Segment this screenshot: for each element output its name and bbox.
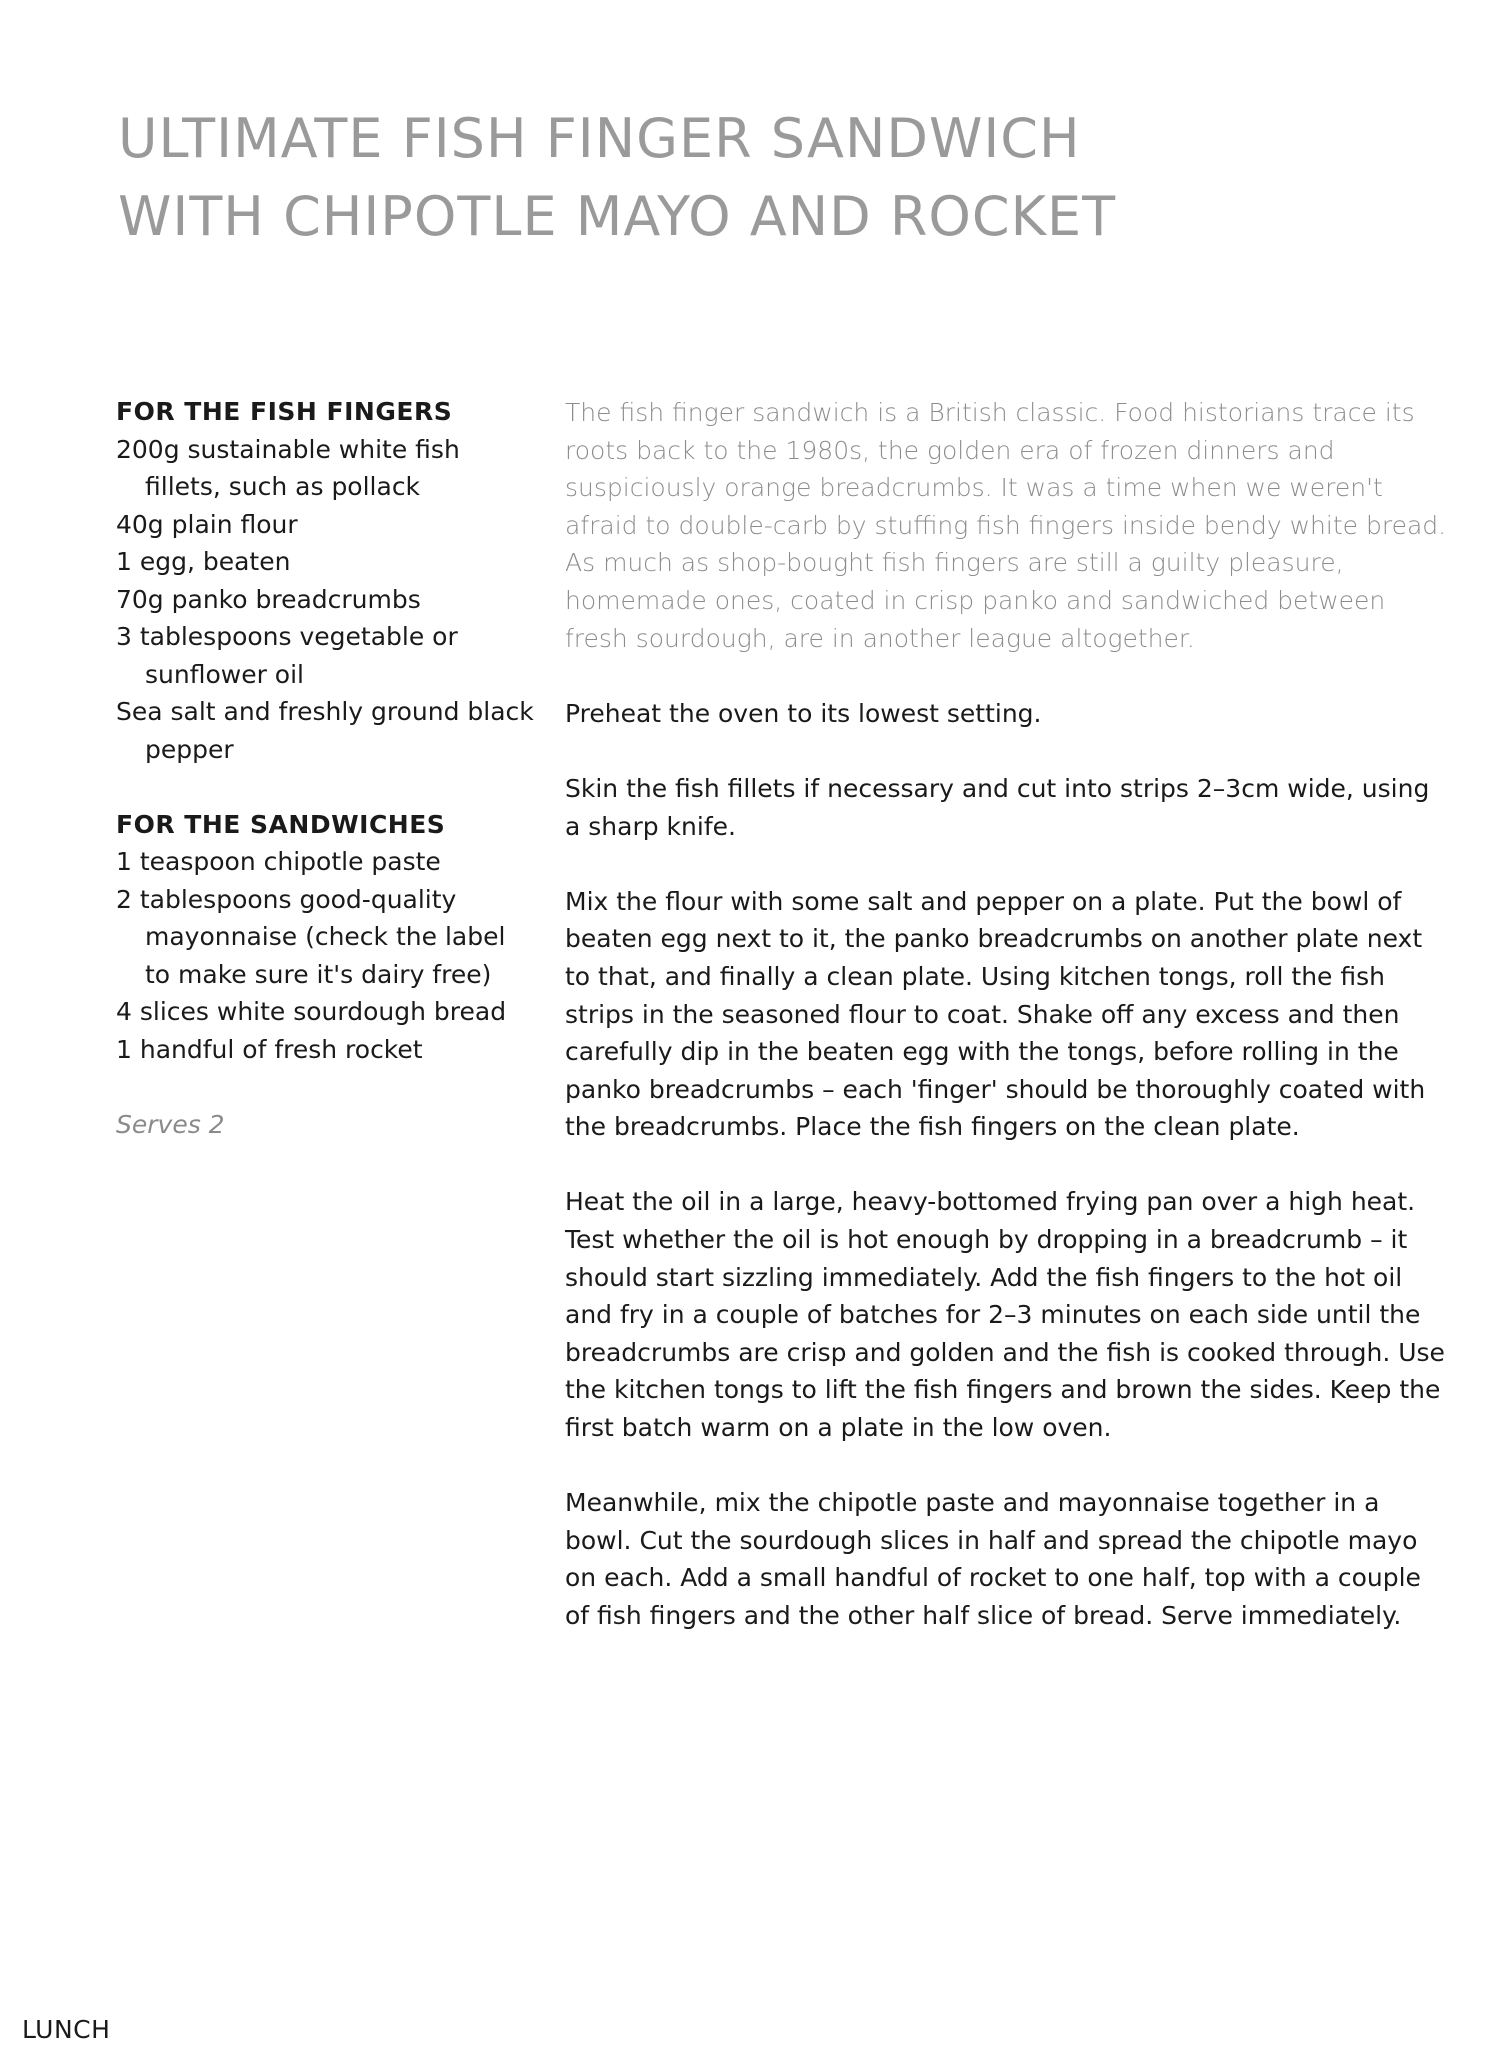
ingredient-item: 200g sustainable white fish fillets, such as pollack <box>116 434 460 501</box>
ingredient-item: 70g panko breadcrumbs <box>116 584 421 614</box>
recipe-title <box>118 100 1378 256</box>
ingredient-item: 1 egg, beaten <box>116 547 291 576</box>
fish-fingers-heading: FOR THE FISH FINGERS <box>116 397 453 426</box>
page-footer-section-label: LUNCH <box>22 2015 111 2044</box>
ingredient-item: 2 tablespoons good-quality mayonnaise (check the label to make sure it's dairy free) <box>116 884 506 989</box>
sandwiches-heading: FOR THE SANDWICHES <box>116 809 446 839</box>
method-step: Preheat the oven to its lowest setting. <box>565 698 1042 728</box>
method-step: Skin the fish fillets if necessary and cut into strips 2–3cm wide, using a sharp knife. <box>565 773 1430 841</box>
method-step: Mix the flour with some salt and pepper on a plate. Put the bowl of beaten egg next to it, the panko breadcrumbs on another plate next to that, and finally a clean plate. Using kitchen tongs, roll the fish strips in the seasoned flour to coat. Shake off any excess and then carefully dip in the beaten egg with the tongs, before rolling in the panko breadcrumbs – each 'finger' should be thoroughly coated with the breadcrumbs. Place the fish fingers on the clean plate. <box>565 886 1426 1142</box>
serves-note: Serves 2 <box>116 1109 225 1139</box>
fish-fingers-ingredient-list <box>116 431 536 769</box>
ingredient-item: 40g plain flour <box>116 509 298 539</box>
ingredients-column <box>116 393 536 1143</box>
ingredient-item: Sea salt and freshly ground black pepper <box>116 697 534 764</box>
recipe-title-line-1: ULTIMATE FISH FINGER SANDWICH <box>118 107 1081 170</box>
ingredient-item: 3 tablespoons vegetable or sunflower oil <box>116 622 458 689</box>
method-column <box>565 394 1450 1672</box>
ingredient-item: 1 handful of fresh rocket <box>116 1034 423 1064</box>
section-spacer <box>116 768 536 806</box>
method-step: Meanwhile, mix the chipotle paste and mayonnaise together in a bowl. Cut the sourdough slices in half and spread the chipotle mayo on each. Add a small handful of rocket to one half, top with a couple of fish fingers and the other half slice of bread. Serve immediately. <box>565 1488 1421 1630</box>
intro-paragraph: The fish finger sandwich is a British classic. Food historians trace its roots back to the 1980s, the golden era of frozen dinners and suspiciously orange breadcrumbs. It was a time when we weren't afraid to double-carb by stuffing fish fingers inside bendy white bread. As much as shop-bought fish fingers are still a guilty pleasure, homemade ones, coated in crisp panko and sandwiched between fresh sourdough, are in another league altogether. <box>565 398 1447 653</box>
ingredient-item: 4 slices white sourdough bread <box>116 997 507 1026</box>
sandwiches-ingredient-list <box>116 843 536 1068</box>
ingredient-item: 1 teaspoon chipotle paste <box>116 847 441 876</box>
recipe-title-line-2: WITH CHIPOTLE MAYO AND ROCKET <box>118 185 1117 248</box>
method-step: Heat the oil in a large, heavy-bottomed frying pan over a high heat. Test whether the oil is hot enough by dropping in a breadcrumb – it should start sizzling immediately. Add the fish fingers to the hot oil and fry in a couple of batches for 2–3 minutes on each side until the breadcrumbs are crisp and golden and the fish is cooked through. Use the kitchen tongs to lift the fish fingers and brown the sides. Keep the first batch warm on a plate in the low oven. <box>565 1187 1445 1443</box>
